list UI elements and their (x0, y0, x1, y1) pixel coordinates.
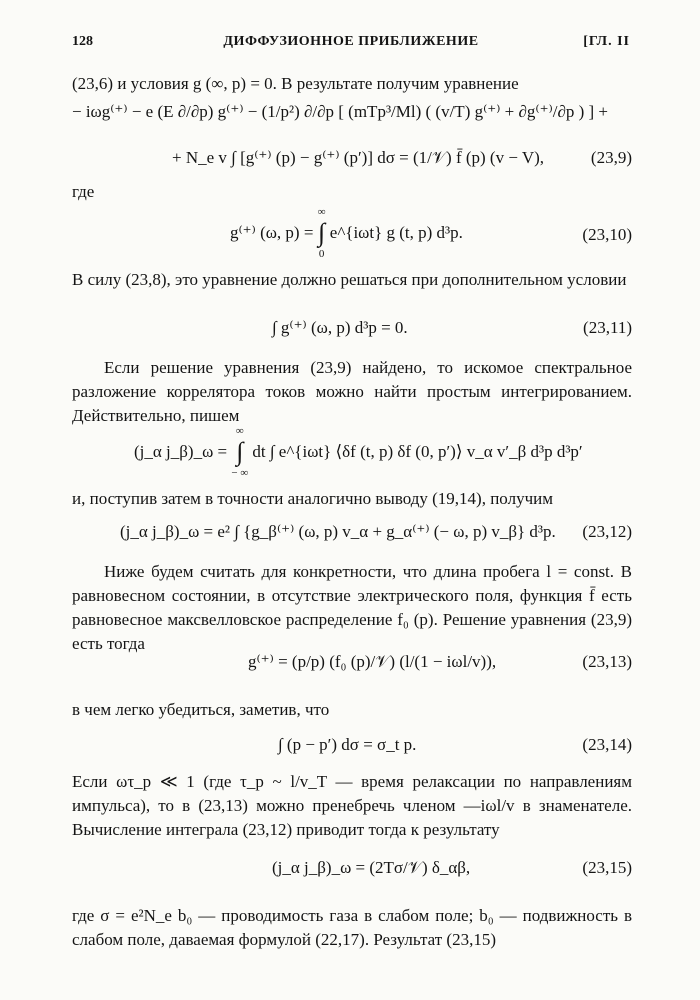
equation-23-14 (72, 733, 632, 761)
equation-number-23-14: (23,14) (582, 735, 632, 754)
equation-23-9-line-1-text: − iωg⁽⁺⁾ − e (E ∂/∂p) g⁽⁺⁾ − (1/p²) ∂/∂p [ (mTp³/Ml) ( (v/T) g⁽⁺⁾ + ∂g⁽⁺⁾/∂p ) ] + (72, 102, 609, 121)
equation-unnumbered-body: dt ∫ e^{iωt} ⟨δf (t, p) δf (0, p′)⟩ v_α v′_β d³p d³p′ (252, 442, 583, 461)
chapter-label: [ГЛ. II (583, 34, 630, 49)
where-text-1: где (72, 182, 95, 201)
equation-23-11-body: ∫ g⁽⁺⁾ (ω, p) d³p = 0. (272, 318, 408, 337)
integral-sign: ∫ (236, 437, 244, 466)
equation-23-13-body: g⁽⁺⁾ = (p/p) (f₀ (p)/𝒱) (l/(1 − iωl/v)), (248, 652, 497, 671)
paragraph-6-text: в чем легко убедиться, заметив, что (72, 700, 330, 719)
paragraph-3 (72, 356, 632, 428)
paragraph-2 (72, 268, 632, 292)
equation-23-9-line-2-text: + N_e v ∫ [g⁽⁺⁾ (p) − g⁽⁺⁾ (p′)] dσ = (1/𝒱) f̄ (p) (v − V), (172, 148, 545, 167)
equation-number-23-13: (23,13) (582, 652, 632, 671)
integral-unnumbered (231, 424, 248, 480)
paragraph-4 (72, 487, 632, 511)
equation-23-10-lhs: g⁽⁺⁾ (ω, p) = (230, 223, 314, 242)
paragraph-1-text: (23,6) и условия g (∞, p) = 0. В результате получим уравнение (72, 74, 519, 93)
running-title: ДИФФУЗИОННОЕ ПРИБЛИЖЕНИЕ (223, 34, 479, 49)
equation-23-9-line-2 (72, 146, 632, 176)
running-header (72, 34, 630, 56)
paragraph-1 (72, 72, 632, 96)
paragraph-3-text: Если решение уравнения (23,9) найдено, то искомое спектральное разложение коррелятора токов можно найти простым интегрированием. Действительно, пишем (72, 358, 632, 425)
integral-lower-limit: − ∞ (231, 467, 249, 479)
integral-lower-limit: 0 (318, 248, 325, 260)
equation-unnumbered-lhs: (j_α j_β)_ω = (134, 442, 228, 461)
paragraph-8-text: где σ = e²N_e b₀ — проводимость газа в слабом поле; b₀ — подвижность в слабом поле, даваемая формулой (22,17). Результат (23,15) (72, 906, 632, 949)
page-number: 128 (72, 34, 93, 49)
equation-number-23-12: (23,12) (582, 522, 632, 541)
paragraph-8 (72, 904, 632, 952)
integral-upper-limit: ∞ (235, 425, 244, 437)
equation-unnumbered (72, 424, 632, 486)
equation-number-23-15: (23,15) (582, 858, 632, 877)
paragraph-6 (72, 698, 632, 722)
integral-sign: ∫ (318, 218, 326, 247)
paragraph-2-text: В силу (23,8), это уравнение должно решаться при дополнительном условии (72, 270, 627, 289)
equation-23-12 (72, 520, 632, 548)
equation-23-10 (72, 205, 632, 265)
integral-23-10 (318, 205, 326, 261)
equation-23-12-body: (j_α j_β)_ω = e² ∫ {g_β⁽⁺⁾ (ω, p) v_α + g_α⁽⁺⁾ (− ω, p) v_β} d³p. (120, 522, 556, 541)
equation-23-10-integrand: e^{iωt} g (t, p) d³p. (329, 223, 463, 242)
integral-upper-limit: ∞ (317, 206, 326, 218)
equation-23-11 (72, 316, 632, 344)
where-label-1 (72, 180, 632, 204)
equation-23-15 (72, 856, 632, 886)
equation-number-23-10: (23,10) (582, 225, 632, 244)
paragraph-4-text: и, поступив затем в точности аналогично выводу (19,14), получим (72, 489, 553, 508)
paragraph-5 (72, 560, 632, 656)
equation-23-13 (72, 650, 632, 680)
paragraph-7 (72, 770, 632, 842)
equation-23-9-line-1 (72, 100, 632, 130)
equation-23-14-body: ∫ (p − p′) dσ = σ_t p. (278, 735, 417, 754)
paragraph-7-text: Если ωτ_p ≪ 1 (где τ_p ~ l/v_T — время релаксации по направлениям импульса), то в (23,13) можно пренебречь членом —iωl/v в знаменателе. Вычисление интеграла (23,12) приводит тогда к результату (72, 772, 632, 839)
equation-number-23-11: (23,11) (583, 318, 632, 337)
equation-number-23-9: (23,9) (590, 148, 632, 167)
equation-23-15-body: (j_α j_β)_ω = (2Tσ/𝒱) δ_αβ, (272, 858, 471, 877)
paragraph-5-text: Ниже будем считать для конкретности, что длина пробега l = const. В равновесном состоянии, в отсутствие электрического поля, функция f̄ есть равновесное максвелловское распределение f₀ (p). Решение уравнения (23,9) есть тогда (72, 562, 632, 653)
